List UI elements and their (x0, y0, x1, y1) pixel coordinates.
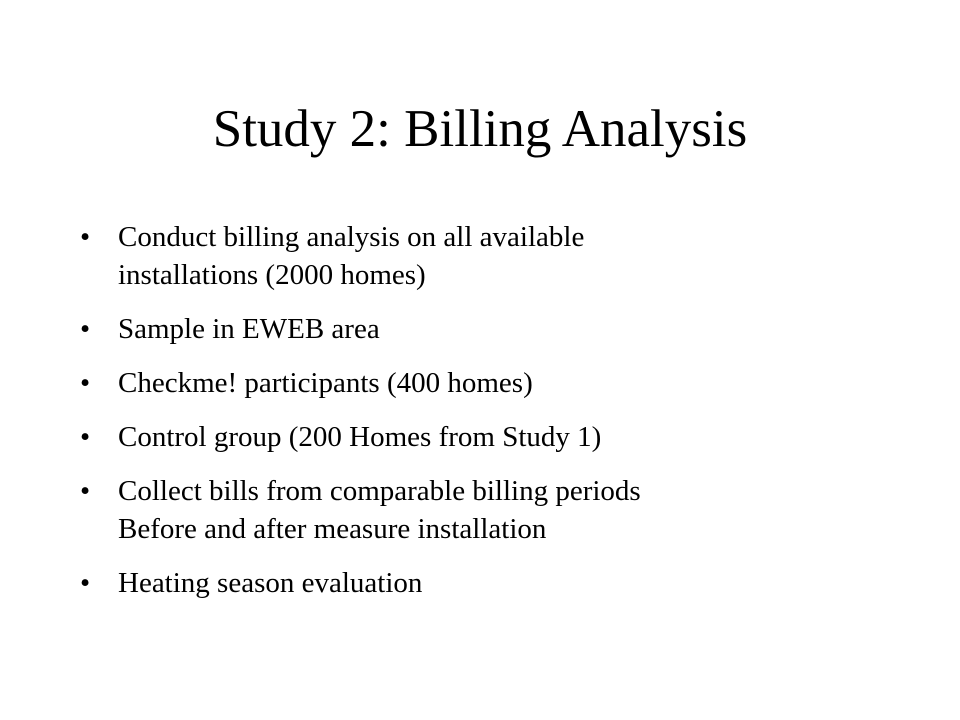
bullet-icon: • (80, 367, 91, 399)
bullet-line: Conduct billing analysis on all available (118, 221, 585, 253)
bullet-icon: • (80, 421, 91, 453)
bullet-item (80, 472, 800, 548)
bullet-icon: • (80, 475, 91, 507)
bullet-item (80, 564, 800, 602)
bullet-item (80, 364, 800, 402)
bullet-icon: • (80, 313, 91, 345)
bullet-line: installations (2000 homes) (118, 259, 426, 291)
bullet-line: Sample in EWEB area (118, 313, 380, 345)
bullet-icon: • (80, 567, 91, 599)
bullet-item (80, 310, 800, 348)
bullet-line: Checkme! participants (400 homes) (118, 367, 533, 399)
bullet-line: Collect bills from comparable billing periods (118, 475, 641, 507)
bullet-icon: • (80, 221, 91, 253)
bullet-line: Heating season evaluation (118, 567, 423, 599)
bullet-item (80, 418, 800, 456)
bullet-line: Control group (200 Homes from Study 1) (118, 421, 602, 453)
slide-title: Study 2: Billing Analysis (212, 100, 748, 158)
bullet-item (80, 218, 800, 294)
bullet-list (80, 218, 800, 618)
bullet-line: Before and after measure installation (118, 513, 547, 545)
